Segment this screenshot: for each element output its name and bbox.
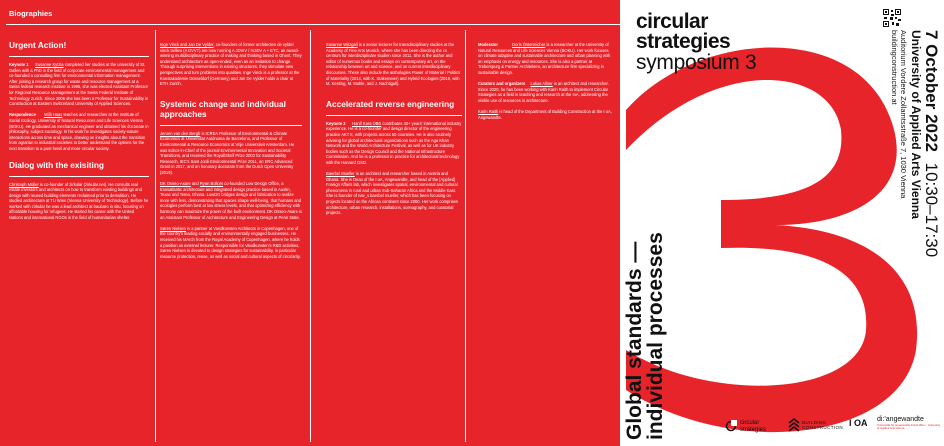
column-divider — [465, 30, 466, 442]
section-rule — [160, 125, 302, 126]
bio-column-3 — [326, 42, 462, 221]
bio-text: is a senior lecturer for transdisciplinary studies at the Academy of Fine Arts Munich, where she has been directing the cx centrum für interdisziplinäre studien since 2011. She is the author and editor of numerous books and essays on contemporary art, on the relationship between art and science, and on current interdisciplinary discourses. These also include the anthologies Power of Material / Politics of Materiality (2014, with K. Stakemeier) and Hybrid Ecologies (2019, with M. Kesting, M. Muhle, and J. Nachtigall). — [326, 42, 461, 87]
column-divider — [310, 30, 311, 442]
angewandte-logo[interactable] — [877, 416, 941, 431]
logo-text: strategies — [740, 426, 767, 433]
bio-column-4 — [478, 42, 614, 126]
person-name[interactable]: Karin Raith — [478, 109, 499, 115]
bio-text: is an architect and researcher. Since 2020, he has been working with Karin Raith to implement Circular Strategies as a field in teaching and research at the IoA, addressing the visible use of resources in architecture. — [478, 81, 609, 103]
bio-entry — [160, 181, 302, 220]
bio-entry — [160, 42, 302, 87]
qr-code-icon[interactable] — [882, 8, 902, 28]
bio-entry — [9, 182, 149, 221]
bio-text: is ICREA Professor of Environmental & Climate Economics at Universitat Autònoma de Barcelona, and Professor of Environmental & Resource Economics at Vrije Universiteit Amsterdam. He was Editor-in-Chief of the journal Environmental Innovation and Societal Transitions, and received the Royal/Shell Prize 2002 for Sustainability Research, IEC's Sant Jordi Environmental Prize 2011, an ERC Advanced Grant in 2017, and an honorary doctorate from the Dutch Open University (2019). — [160, 130, 295, 175]
column-divider — [155, 30, 156, 442]
building-icon — [788, 418, 800, 432]
person-name[interactable]: Jeroen van den Bergh — [160, 130, 201, 136]
person-name[interactable]: DK Osseo-Asare — [160, 181, 191, 187]
bio-entry — [478, 81, 614, 103]
event-date — [922, 30, 940, 257]
section-heading: Accelerated reverse engineering — [326, 98, 455, 109]
bio-entry — [326, 121, 462, 166]
bio-text: is a researcher at the University of Natural Resources and Life Sciences Vienna (BOKU). Her work focuses on climate adaptive and sustainable architecture and urban planning with an emphasis on energy and resources. She is also a partner at Treberspurg & Partner Architekten, an architecture firm specializing in sustainable design. — [478, 42, 611, 75]
date-text: 7 October 2022 — [922, 30, 941, 152]
bio-text: completed her studies at the university of St. Gallen with a PhD in the field of corporate environmental management and co-founded a consulting firm for environmental information management. After joining a research group for waste and resource management at a Swiss federal research institute in 1995, she was elected Assistant Professor for Regional Resource Management at the Swiss Federal Institute of Technology Zurich. Since 2006 she has been a Professor for Sustainability in Construction at Eastern Switzerland University of Applied Sciences. — [9, 62, 149, 107]
bio-text: is a partner at Vandkunsten Architects in Copenhagen, one of the country's leading socially and environmentally engaged businesses. He received his MArch from the Royal Academy of Copenhagen, where he holds a position as external lecturer. Responsible for Vandkunsten's R&D activities, Søren Nielsen is devoted to design strategies for sustainability, in particular resource protection, reuse, as well as social and cultural aspects of circularity. — [160, 225, 301, 259]
three-shape — [626, 48, 917, 433]
section-heading: Urgent Action! — [9, 40, 67, 50]
bio-text: contributes 40+ years' international industry experience. He is a co-founder and design director of the engineering practice AKT II, with projects across 50 countries. He is also routinely advising for global architectural organizations such as the Aga Khan Network and the World Architecture Festival, as well as for UK industry bodies such as the Design Council and the National Infrastructure Commission. And he is a professor in practice for architectural technology with the Harvard GSD. — [326, 120, 462, 165]
bio-column-2 — [160, 42, 302, 265]
role-tag: Respondence — [9, 112, 36, 118]
bio-text: is head of the Department of Building Construction at the I oA, Angewandte. — [478, 109, 612, 120]
tagline-line: Global standards — — [623, 241, 646, 440]
section-rule — [326, 115, 462, 116]
bio-entry — [160, 226, 302, 260]
section-rule — [9, 56, 149, 57]
bio-entry — [478, 109, 614, 120]
section-heading: Dialog with the exisiting — [9, 159, 104, 170]
logo-text: di:'angewandte — [877, 416, 924, 423]
person-name[interactable]: Susanne Kytzia — [35, 62, 64, 67]
bio-entry — [9, 62, 149, 107]
person-name[interactable]: Baerbel Mueller — [326, 171, 355, 177]
website-link[interactable]: buildingconstruction.at — [890, 30, 899, 105]
logo-text: BUILDING CONSTRUCTION — [802, 420, 844, 430]
partner-logos — [725, 416, 941, 442]
bio-column-1 — [9, 40, 149, 226]
role-tag: Keynote 1 — [9, 62, 29, 67]
logo-text: circular — [740, 420, 760, 426]
bio-text: teaches and researches at the Institute of Social Ecology, University of Natural Resources and Life Sciences Vienna (BOKU). He graduated as mechanical engineer and obtained his doctorate in philosophy, subject sociology. In his work he investigates society-nature interactions across time and space, drawing on insights about the transition from agrarian to industrial societies to better understand the options for the next transition to a post-fossil and more circular society. — [9, 112, 149, 151]
event-title — [636, 12, 730, 52]
person-name[interactable]: Lukas Allner — [530, 81, 553, 87]
venue-address: Auditorium Vordere Zollamtsstraße 7, 1030 Vienna — [899, 30, 908, 199]
bio-entry — [326, 42, 462, 87]
bio-entry — [326, 171, 462, 216]
page-title: Biographies — [9, 9, 53, 18]
role-tag: Moderator — [478, 42, 499, 47]
title-line: circular — [636, 10, 708, 33]
person-name[interactable]: Doris Österreicher — [512, 42, 546, 47]
person-name[interactable]: Christoph Müller — [9, 181, 39, 187]
person-name[interactable]: Hanif Kara OBE — [352, 120, 382, 126]
bio-text: is co-founder of zirkular (zirkular.net). He consults real estate investors and architects on how to transform existing buildings and design with reused building elements reclaimed prior to demolition. He studied architecture at TU Wien (Vienna University of Technology). Before he worked with zirkular he was a lead architect at baubüro in situ, focusing on affordable housing for refugees. He started his career with the United Nations and international NGOs in the field of humanitarian shelter. — [9, 181, 149, 221]
section-heading: Systemic change and individual approaches — [160, 98, 286, 119]
bio-text: co-founded Low Design Office, a transatlantic architecture and integrated design practice based in Austin, Texas and Tema, Ghana. LowDO bridges design and fabrication to realize more with less, demonstrating that spaces shape well-being, that humans and ecologies perform best at low stress levels, and that optimizing efficiency with harmony can maximize the power of the built environment. DK Osseo-Asare is an Assistant Professor of Architecture and Engineering Design at Penn State. — [160, 181, 302, 220]
ioa-logo[interactable]: I OA — [849, 418, 868, 428]
title-line: strategies — [636, 30, 731, 53]
person-name[interactable]: Susanne Witzgall — [326, 42, 358, 47]
university-name: University of Applied Arts Vienna — [909, 30, 923, 219]
event-tagline — [624, 232, 666, 440]
time-text: 10:30–17:30 — [922, 162, 941, 258]
person-name[interactable]: Søren Nielsen — [160, 225, 186, 231]
circle-arrow-icon — [725, 420, 737, 432]
header-rule — [6, 24, 620, 25]
bio-entry — [478, 42, 614, 76]
bio-entry — [160, 131, 302, 176]
section-rule — [9, 176, 149, 177]
person-name[interactable]: Ryan Bollom — [199, 181, 224, 187]
conjunction: and — [190, 181, 200, 187]
bio-text: is an architect and researcher based in Austria and Ghana. She is Dean of the I oA, Angewandte, and head of the [Applied] Foreign Affairs lab, which investigates spatial, environmental and cultural phenomena in rural and urban Sub-Saharan Africa and the Middle East. She is founder of nav_s baerbel mueller, which has been focusing on projects located on the African continent since 2000. Her work comprises architecture, urban research, installations, scenography, and curatorial projects. — [326, 171, 458, 216]
logo-subtext: Universität für angewandte Kunst Wien · University of Applied Arts Vienna — [877, 423, 941, 431]
person-name[interactable]: Willi Haas — [44, 112, 63, 118]
role-tag: Keynote 2 — [326, 120, 346, 126]
cover-panel — [620, 0, 944, 446]
event-subtitle: symposium 3 — [636, 51, 757, 74]
tagline-line: individual processes — [644, 232, 667, 440]
bio-entry — [9, 112, 149, 151]
bio-text: , co-founders of former architecten de vylder vinck taillieu (A DVVT) are now running A JDVIV / IVJDV A + ETC, an award-winning multidisciplinary practice of making and thinking based in Ghent. They understand architecture as open-ended, even as an invitation to change. Through surprising interventions in existing structures, they stimulate new perspectives and turn problems into qualities. Inge Vinck is a professor at the Kunstakademie Düsseldorf (Germany) and Jan De Vylder holds a chair at ETH Zurich. — [160, 42, 302, 87]
person-name[interactable]: Inge Vinck and Jan De Vylder — [160, 42, 214, 47]
role-tag: Curators and organizers — [478, 81, 526, 87]
